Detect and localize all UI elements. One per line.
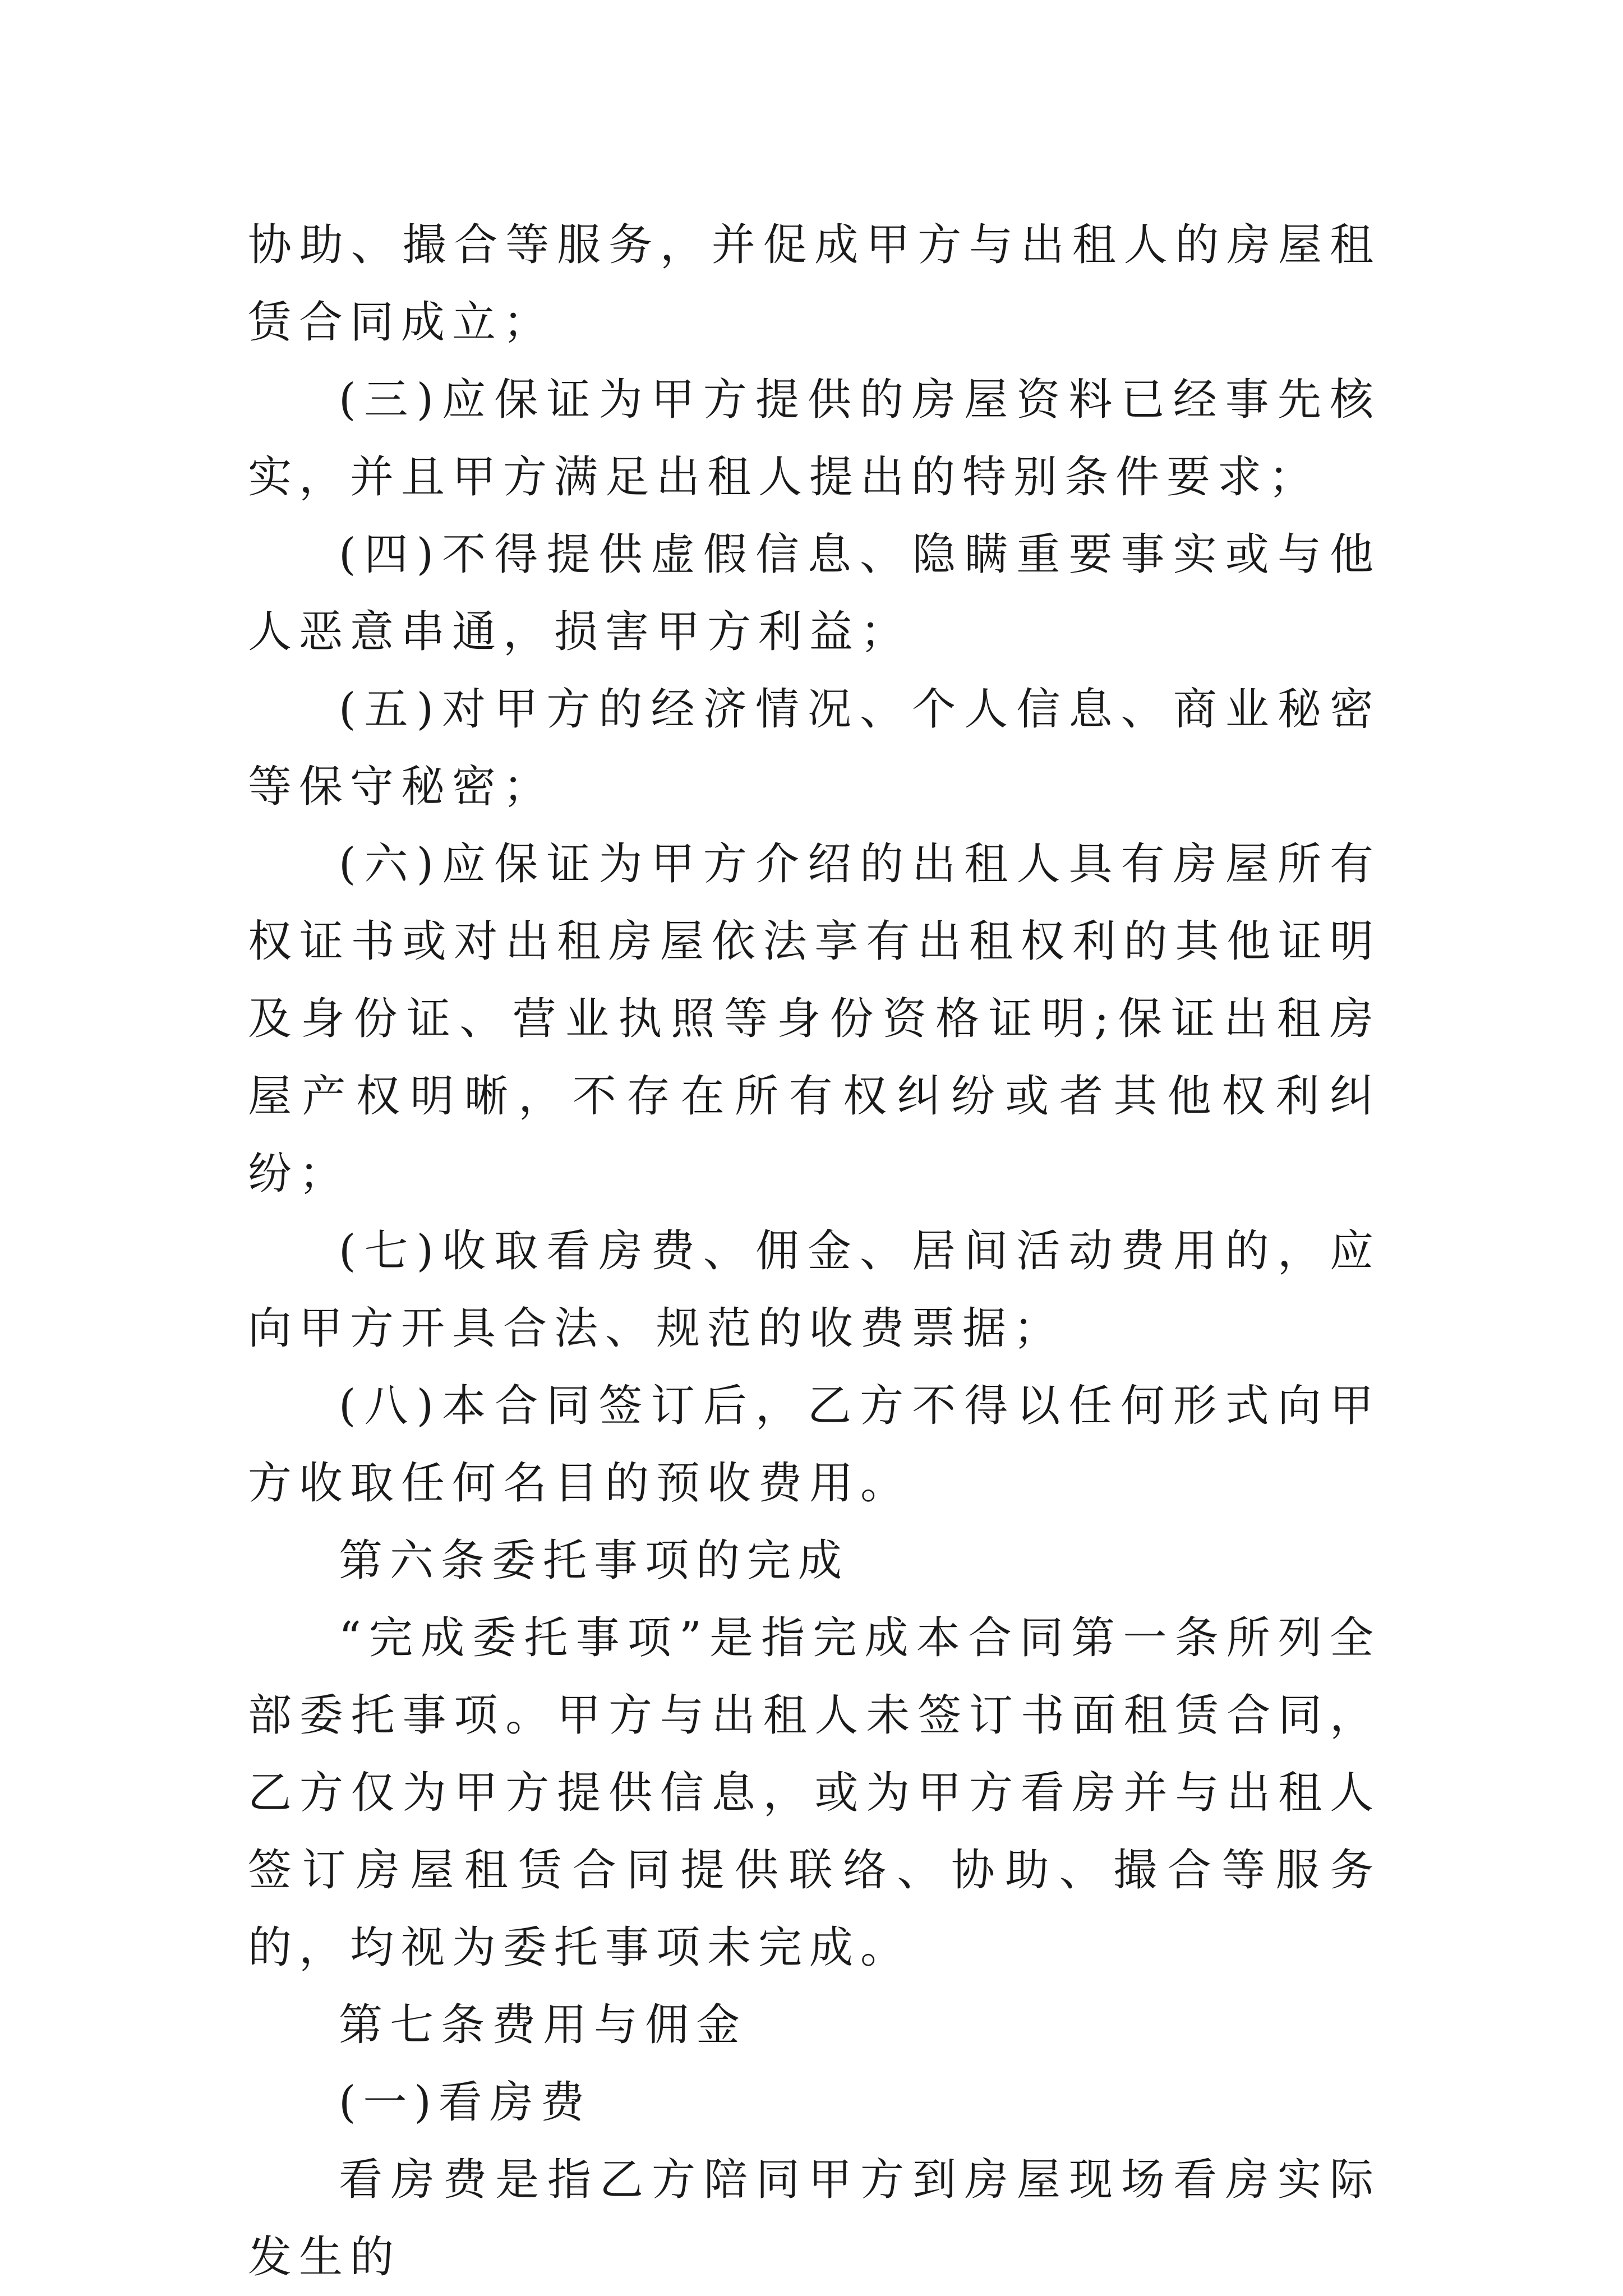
paragraph-viewing-fee-definition: 看房费是指乙方陪同甲方到房屋现场看房实际发生的 bbox=[248, 2155, 1381, 2283]
article-6-heading: 第六条委托事项的完成 bbox=[339, 1536, 850, 1586]
contract-body-text bbox=[248, 206, 1381, 2296]
paragraph-completion-definition: “完成委托事项”是指完成本合同第一条所列全部委托事项。甲方与出租人未签订书面租赁合同，乙方仅为甲方提供信息，或为甲方看房并与出租人签订房屋租赁合同提供联络、协助、撮合等服务的，均视为委托事项未完成。 bbox=[248, 1613, 1381, 1973]
subheading-viewing-fee: (一)看房费 bbox=[339, 2077, 592, 2128]
paragraph-clause-3: (三)应保证为甲方提供的房屋资料已经事先核实，并且甲方满足出租人提出的特别条件要求； bbox=[248, 375, 1381, 502]
paragraph-clause-6: (六)应保证为甲方介绍的出租人具有房屋所有权证书或对出租房屋依法享有出租权利的其他证明及身份证、营业执照等身份资格证明;保证出租房屋产权明晰，不存在所有权纠纷或者其他权利纠纷； bbox=[248, 839, 1381, 1199]
article-7-heading: 第七条费用与佣金 bbox=[339, 2000, 748, 2050]
paragraph-clause-5: (五)对甲方的经济情况、个人信息、商业秘密等保守秘密； bbox=[248, 684, 1381, 812]
paragraph-clause-7: (七)收取看房费、佣金、居间活动费用的，应向甲方开具合法、规范的收费票据； bbox=[248, 1226, 1381, 1354]
paragraph-service-continuation: 协助、撮合等服务，并促成甲方与出租人的房屋租赁合同成立； bbox=[248, 220, 1381, 348]
paragraph-clause-8: (八)本合同签订后，乙方不得以任何形式向甲方收取任何名目的预收费用。 bbox=[248, 1381, 1381, 1509]
paragraph-clause-4: (四)不得提供虚假信息、隐瞒重要事实或与他人恶意串通，损害甲方利益； bbox=[248, 529, 1381, 657]
